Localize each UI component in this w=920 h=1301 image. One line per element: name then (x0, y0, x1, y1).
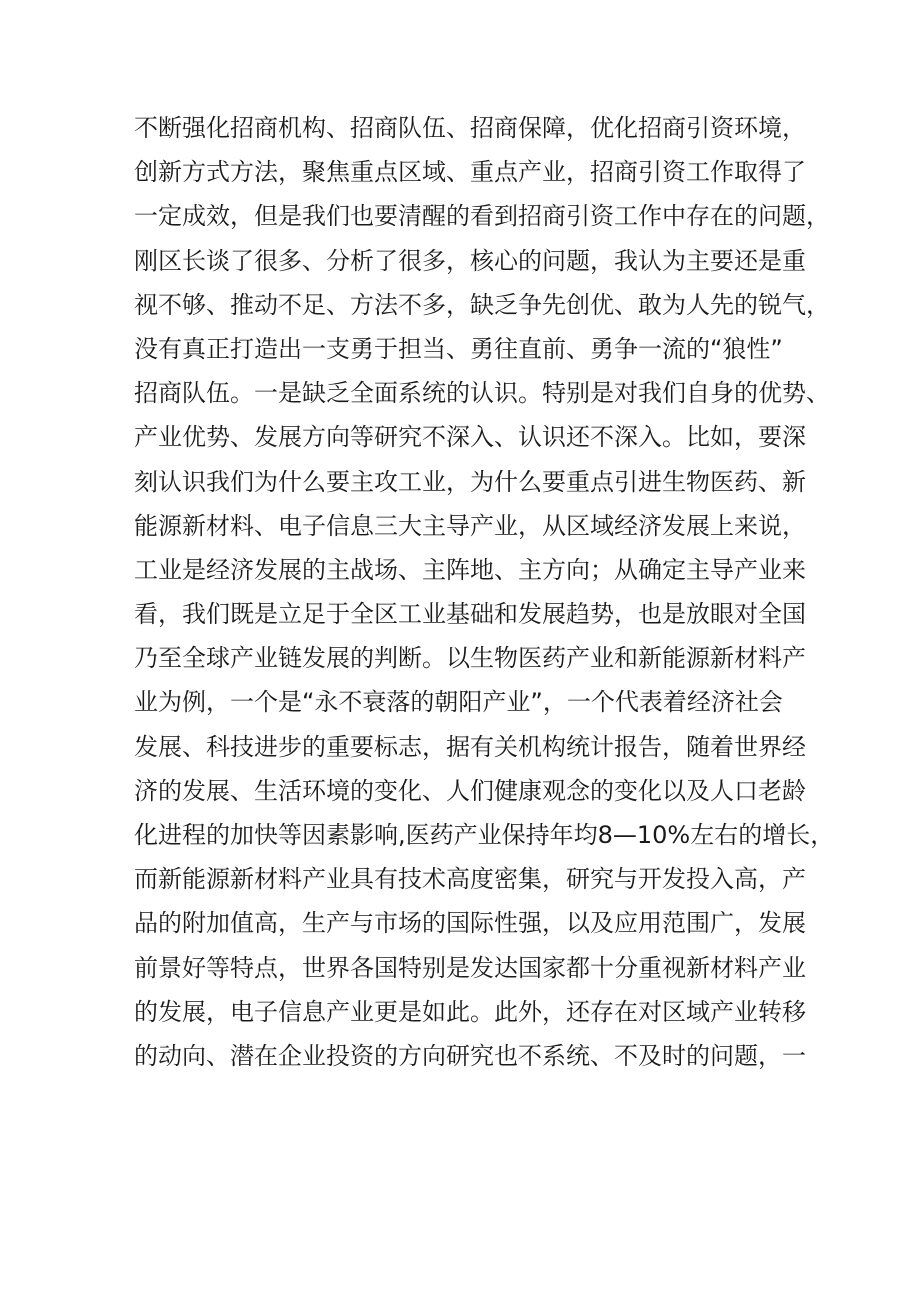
text-line: 的动向、潜在企业投资的方向研究也不系统、不及时的问题，一 (134, 1041, 806, 1070)
text-line: 济的发展、生活环境的变化、人们健康观念的变化以及人口老龄 (134, 776, 806, 805)
text-line: 而新能源新材料产业具有技术高度密集，研究与开发投入高，产 (134, 865, 806, 894)
text-line: 工业是经济发展的主战场、主阵地、主方向；从确定主导产业来 (134, 555, 806, 584)
text-line: 创新方式方法，聚焦重点区域、重点产业，招商引资工作取得了 (134, 158, 806, 187)
text-line: 品的附加值高，生产与市场的国际性强，以及应用范围广，发展 (134, 909, 806, 938)
text-line: 发展、科技进步的重要标志，据有关机构统计报告，随着世界经 (134, 732, 806, 761)
text-line: 一定成效，但是我们也要清醒的看到招商引资工作中存在的问题， (134, 202, 830, 231)
text-line: 招商队伍。一是缺乏全面系统的认识。特别是对我们自身的优势、 (134, 379, 830, 408)
text-line: 能源新材料、电子信息三大主导产业，从区域经济发展上来说， (134, 511, 806, 540)
text-line: 刻认识我们为什么要主攻工业，为什么要重点引进生物医药、新 (134, 467, 806, 496)
text-line: 乃至全球产业链发展的判断。以生物医药产业和新能源新材料产 (134, 644, 806, 673)
text-line: 产业优势、发展方向等研究不深入、认识还不深入。比如，要深 (134, 423, 806, 452)
text-line: 业为例，一个是“永不衰落的朝阳产业”，一个代表着经济社会 (134, 688, 783, 717)
text-line: 前景好等特点，世界各国特别是发达国家都十分重视新材料产业 (134, 953, 806, 982)
text-line: 视不够、推动不足、方法不多，缺乏争先创优、敢为人先的锐气， (134, 290, 830, 319)
text-line: 的发展，电子信息产业更是如此。此外，还存在对区域产业转移 (134, 997, 806, 1026)
text-line: 没有真正打造出一支勇于担当、勇往直前、勇争一流的“狼性” (134, 334, 783, 363)
text-line: 不断强化招商机构、招商队伍、招商保障，优化招商引资环境， (134, 114, 806, 142)
text-line: 化进程的加快等因素影响,医药产业保持年均8—10%左右的增长， (134, 821, 835, 849)
text-line: 刚区长谈了很多、分析了很多，核心的问题，我认为主要还是重 (134, 246, 806, 275)
text-line: 看，我们既是立足于全区工业基础和发展趋势，也是放眼对全国 (134, 600, 806, 629)
body-paragraph (134, 106, 835, 1078)
